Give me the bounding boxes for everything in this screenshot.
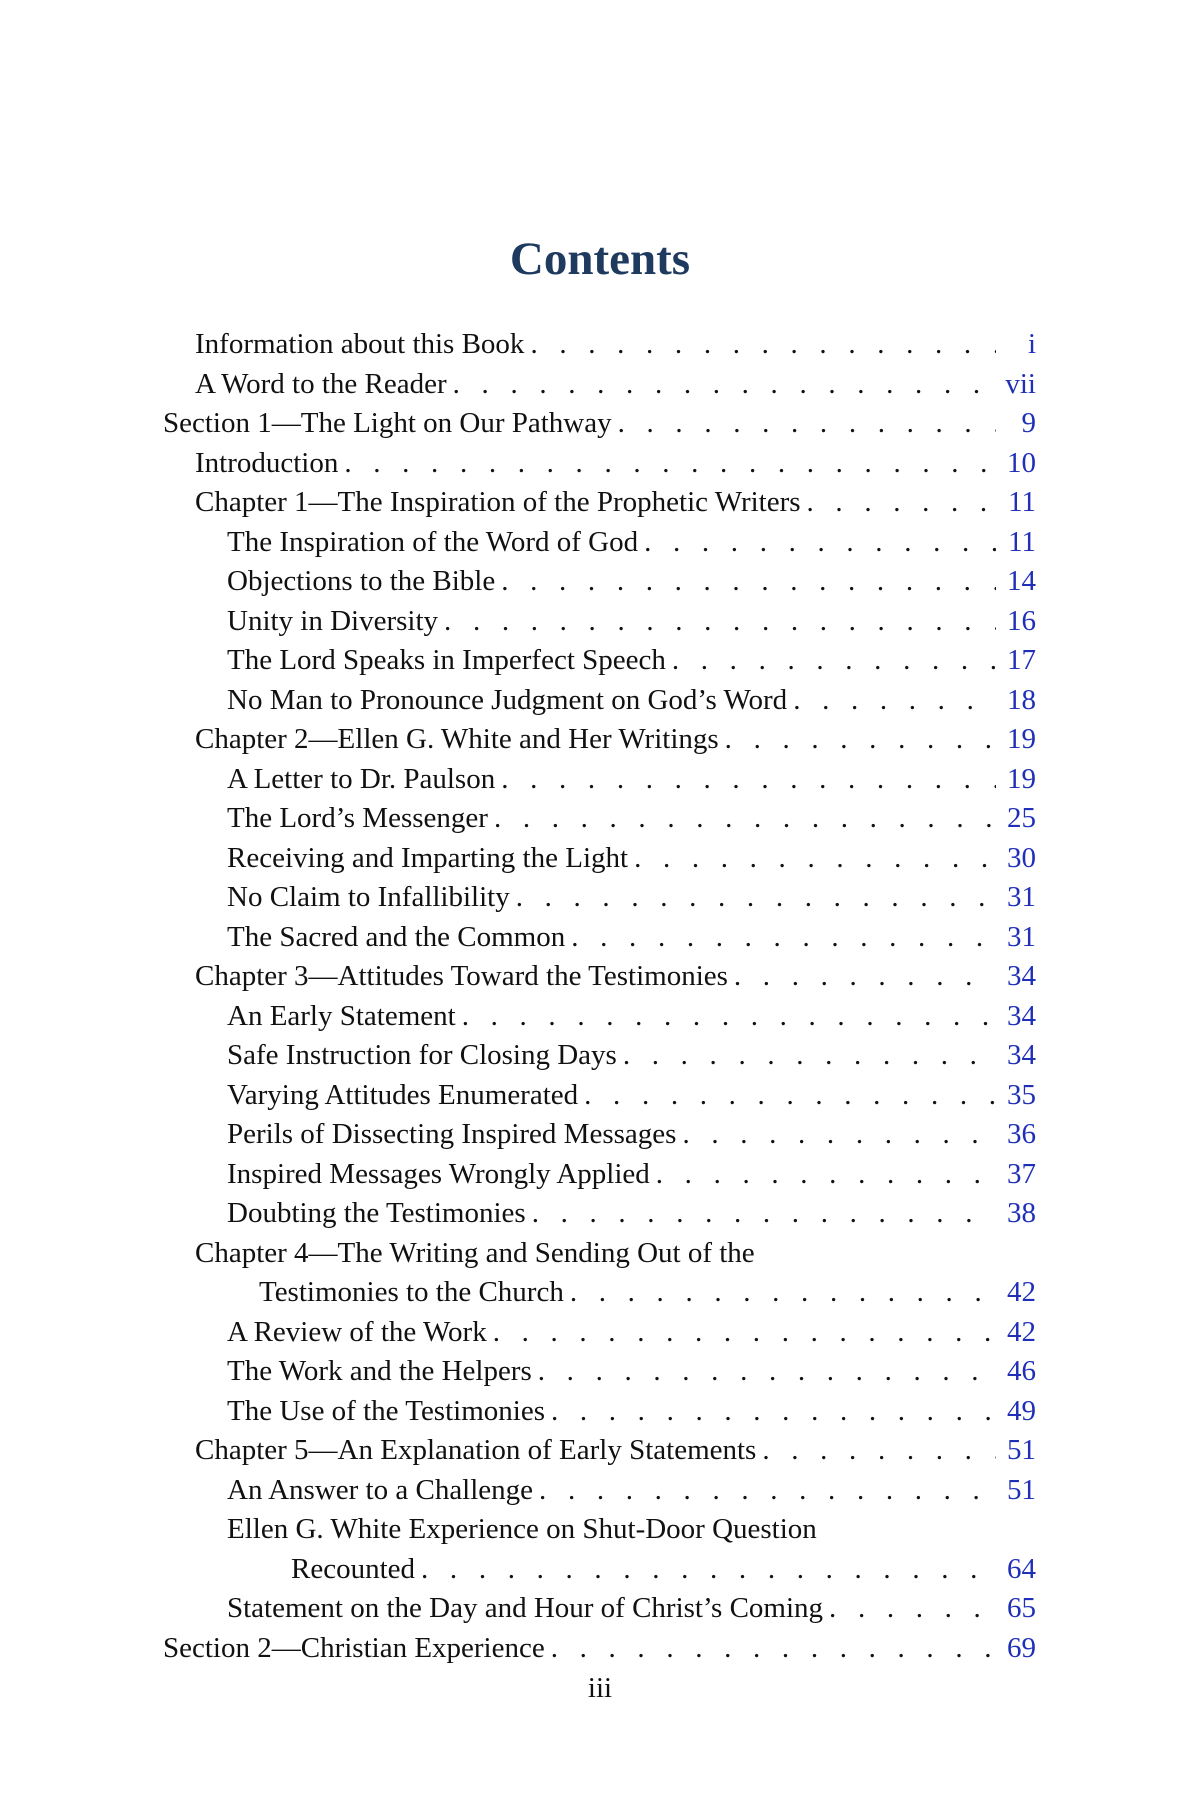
dot-leader <box>725 720 996 760</box>
toc-entry-label: A Word to the Reader <box>195 367 447 400</box>
toc-page-number[interactable]: 9 <box>1021 407 1036 439</box>
toc-page-number[interactable]: 38 <box>1007 1197 1036 1229</box>
dot-leader <box>516 878 996 918</box>
toc-page-number[interactable]: 19 <box>1007 762 1036 795</box>
toc-entry-label: Information about this Book <box>195 328 525 360</box>
dot-leader <box>444 602 996 642</box>
toc-page-number[interactable]: 37 <box>1007 1157 1036 1190</box>
toc-subentry[interactable] <box>163 1471 1036 1511</box>
dot-leader <box>530 325 996 365</box>
dot-leader <box>807 483 996 523</box>
page-number-footer: iii <box>587 1672 613 1704</box>
toc-chapter[interactable] <box>163 720 1036 760</box>
toc-entry-label: Objections to the Bible <box>227 565 496 597</box>
toc-subentry[interactable] <box>163 799 1036 839</box>
toc-page-number[interactable]: 42 <box>1007 1276 1036 1308</box>
toc-subentry[interactable] <box>163 562 1036 602</box>
dot-leader <box>421 1550 996 1590</box>
toc-page-number[interactable]: 25 <box>1007 802 1036 834</box>
toc-page-number[interactable]: 11 <box>1008 525 1036 558</box>
toc-entry-label: Section 1—The Light on Our Pathway <box>163 407 612 439</box>
toc-page-number[interactable]: 17 <box>1007 644 1036 676</box>
toc-page-number[interactable]: 31 <box>1007 881 1036 913</box>
dot-leader <box>501 562 996 602</box>
toc-subentry[interactable] <box>163 1589 1036 1629</box>
toc-entry-label: Chapter 4—The Writing and Sending Out of the <box>195 1236 755 1269</box>
dot-leader <box>551 1392 996 1432</box>
toc-entry-label: The Work and the Helpers <box>227 1355 532 1387</box>
toc-page-number[interactable]: 34 <box>1007 999 1036 1032</box>
toc-entry-label: Ellen G. White Experience on Shut-Door Question <box>227 1513 817 1545</box>
dot-leader <box>682 1115 996 1155</box>
toc-entry-label: Perils of Dissecting Inspired Messages <box>227 1118 677 1150</box>
toc-page-number[interactable]: 46 <box>1007 1355 1036 1387</box>
toc-page-number[interactable]: 51 <box>1007 1473 1036 1506</box>
dot-leader <box>762 1431 996 1471</box>
dot-leader <box>734 957 996 997</box>
toc-entry-label: Varying Attitudes Enumerated <box>227 1078 579 1111</box>
toc-entry-label: The Use of the Testimonies <box>227 1394 545 1427</box>
toc-subentry[interactable] <box>163 997 1036 1037</box>
dot-leader <box>532 1194 996 1234</box>
toc-subentry[interactable] <box>163 918 1036 958</box>
toc-subentry[interactable] <box>163 1392 1036 1432</box>
toc-subentry[interactable] <box>163 641 1036 681</box>
toc-entry-label: Unity in Diversity <box>227 604 439 637</box>
toc-chapter[interactable] <box>163 957 1036 997</box>
dot-leader <box>453 365 996 405</box>
toc-section[interactable] <box>163 404 1036 444</box>
dot-leader <box>644 523 996 563</box>
toc-subentry[interactable] <box>163 1076 1036 1116</box>
toc-subentry[interactable] <box>163 839 1036 879</box>
toc-entry-label: No Claim to Infallibility <box>227 881 510 913</box>
dot-leader <box>538 1352 996 1392</box>
toc-entry-label: No Man to Pronounce Judgment on God’s Word <box>227 683 788 716</box>
toc-subentry[interactable] <box>163 1155 1036 1195</box>
toc-subentry[interactable] <box>163 878 1036 918</box>
toc-page-number[interactable]: 16 <box>1007 604 1036 637</box>
toc-entry-label: The Lord’s Messenger <box>227 802 488 834</box>
toc-page-number[interactable]: 65 <box>1007 1592 1036 1624</box>
dot-leader <box>571 918 996 958</box>
toc-page-number[interactable]: 30 <box>1007 841 1036 874</box>
toc-subentry[interactable] <box>163 1510 1036 1550</box>
toc-entry-label: Recounted <box>291 1552 416 1585</box>
toc-entry-label: Chapter 5—An Explanation of Early Statements <box>195 1434 757 1466</box>
toc-page-number[interactable]: 35 <box>1007 1078 1036 1111</box>
toc-subentry[interactable] <box>163 1115 1036 1155</box>
toc-page-number[interactable]: 34 <box>1007 960 1036 992</box>
toc-page-number[interactable]: 49 <box>1007 1394 1036 1427</box>
dot-leader <box>551 1629 996 1669</box>
toc-entry[interactable] <box>163 365 1036 405</box>
toc-page-number[interactable]: i <box>1027 328 1036 360</box>
toc-subentry[interactable] <box>163 1352 1036 1392</box>
toc-entry-label: Chapter 2—Ellen G. White and Her Writings <box>195 723 719 755</box>
dot-leader <box>493 1313 996 1353</box>
toc-page-number[interactable]: 42 <box>1007 1315 1036 1348</box>
toc-entry-label: Doubting the Testimonies <box>227 1197 526 1229</box>
toc-entry-label: A Letter to Dr. Paulson <box>227 762 496 795</box>
toc-subentry[interactable] <box>163 1036 1036 1076</box>
toc-entry-label: Chapter 3—Attitudes Toward the Testimonies <box>195 960 728 992</box>
toc-entry[interactable] <box>163 325 1036 365</box>
table-of-contents <box>163 325 1036 1668</box>
dot-leader <box>672 641 996 681</box>
toc-subentry[interactable] <box>163 760 1036 800</box>
toc-entry-label: Introduction <box>195 446 339 479</box>
dot-leader <box>462 997 996 1037</box>
toc-section[interactable] <box>163 1629 1036 1669</box>
toc-entry-label: The Sacred and the Common <box>227 920 566 953</box>
dot-leader <box>494 799 996 839</box>
toc-chapter[interactable] <box>163 1234 1036 1274</box>
toc-entry-label: Section 2—Christian Experience <box>163 1631 545 1664</box>
toc-entry-label: An Early Statement <box>227 999 456 1032</box>
toc-page-number[interactable]: vii <box>1005 367 1036 400</box>
dot-leader <box>634 839 996 879</box>
toc-page-number[interactable]: 18 <box>1007 683 1036 716</box>
toc-page-number[interactable]: 36 <box>1007 1118 1036 1150</box>
toc-entry-label: An Answer to a Challenge <box>227 1473 534 1506</box>
dot-leader <box>501 760 996 800</box>
toc-page-number[interactable]: 51 <box>1007 1434 1036 1466</box>
toc-chapter[interactable] <box>163 1431 1036 1471</box>
toc-page-number[interactable]: 34 <box>1007 1039 1036 1071</box>
toc-page-number[interactable]: 10 <box>1007 446 1036 479</box>
toc-page-number[interactable]: 14 <box>1007 565 1036 597</box>
dot-leader <box>539 1471 996 1511</box>
toc-page-number[interactable]: 19 <box>1007 723 1036 755</box>
toc-subentry[interactable] <box>163 681 1036 721</box>
dot-leader <box>829 1589 996 1629</box>
toc-subentry[interactable] <box>163 1313 1036 1353</box>
toc-page-number[interactable]: 11 <box>1008 486 1036 518</box>
toc-entry-label: A Review of the Work <box>227 1315 487 1348</box>
toc-page-number[interactable]: 64 <box>1007 1552 1036 1585</box>
dot-leader <box>623 1036 996 1076</box>
toc-entry-label: The Lord Speaks in Imperfect Speech <box>227 644 666 676</box>
toc-entry-label: The Inspiration of the Word of God <box>227 525 639 558</box>
dot-leader <box>344 444 996 484</box>
toc-entry-label: Safe Instruction for Closing Days <box>227 1039 617 1071</box>
toc-subentry[interactable] <box>163 602 1036 642</box>
toc-entry-label: Receiving and Imparting the Light <box>227 841 629 874</box>
toc-chapter-continuation[interactable] <box>163 1273 1036 1313</box>
toc-entry-label: Chapter 1—The Inspiration of the Prophetic Writers <box>195 486 801 518</box>
dot-leader <box>793 681 996 721</box>
toc-entry[interactable] <box>163 444 1036 484</box>
toc-subentry[interactable] <box>163 523 1036 563</box>
page-title: Contents <box>509 233 691 285</box>
dot-leader <box>656 1155 996 1195</box>
dot-leader <box>584 1076 996 1116</box>
toc-entry-label: Testimonies to the Church <box>259 1276 564 1308</box>
toc-entry-label: Statement on the Day and Hour of Christ’s Coming <box>227 1592 824 1624</box>
toc-entry-label: Inspired Messages Wrongly Applied <box>227 1157 650 1190</box>
toc-subentry-continuation[interactable] <box>163 1550 1036 1590</box>
toc-subentry[interactable] <box>163 1194 1036 1234</box>
toc-page-number[interactable]: 69 <box>1007 1631 1036 1664</box>
dot-leader <box>618 404 996 444</box>
toc-chapter[interactable] <box>163 483 1036 523</box>
dot-leader <box>570 1273 996 1313</box>
toc-page-number[interactable]: 31 <box>1007 920 1036 953</box>
